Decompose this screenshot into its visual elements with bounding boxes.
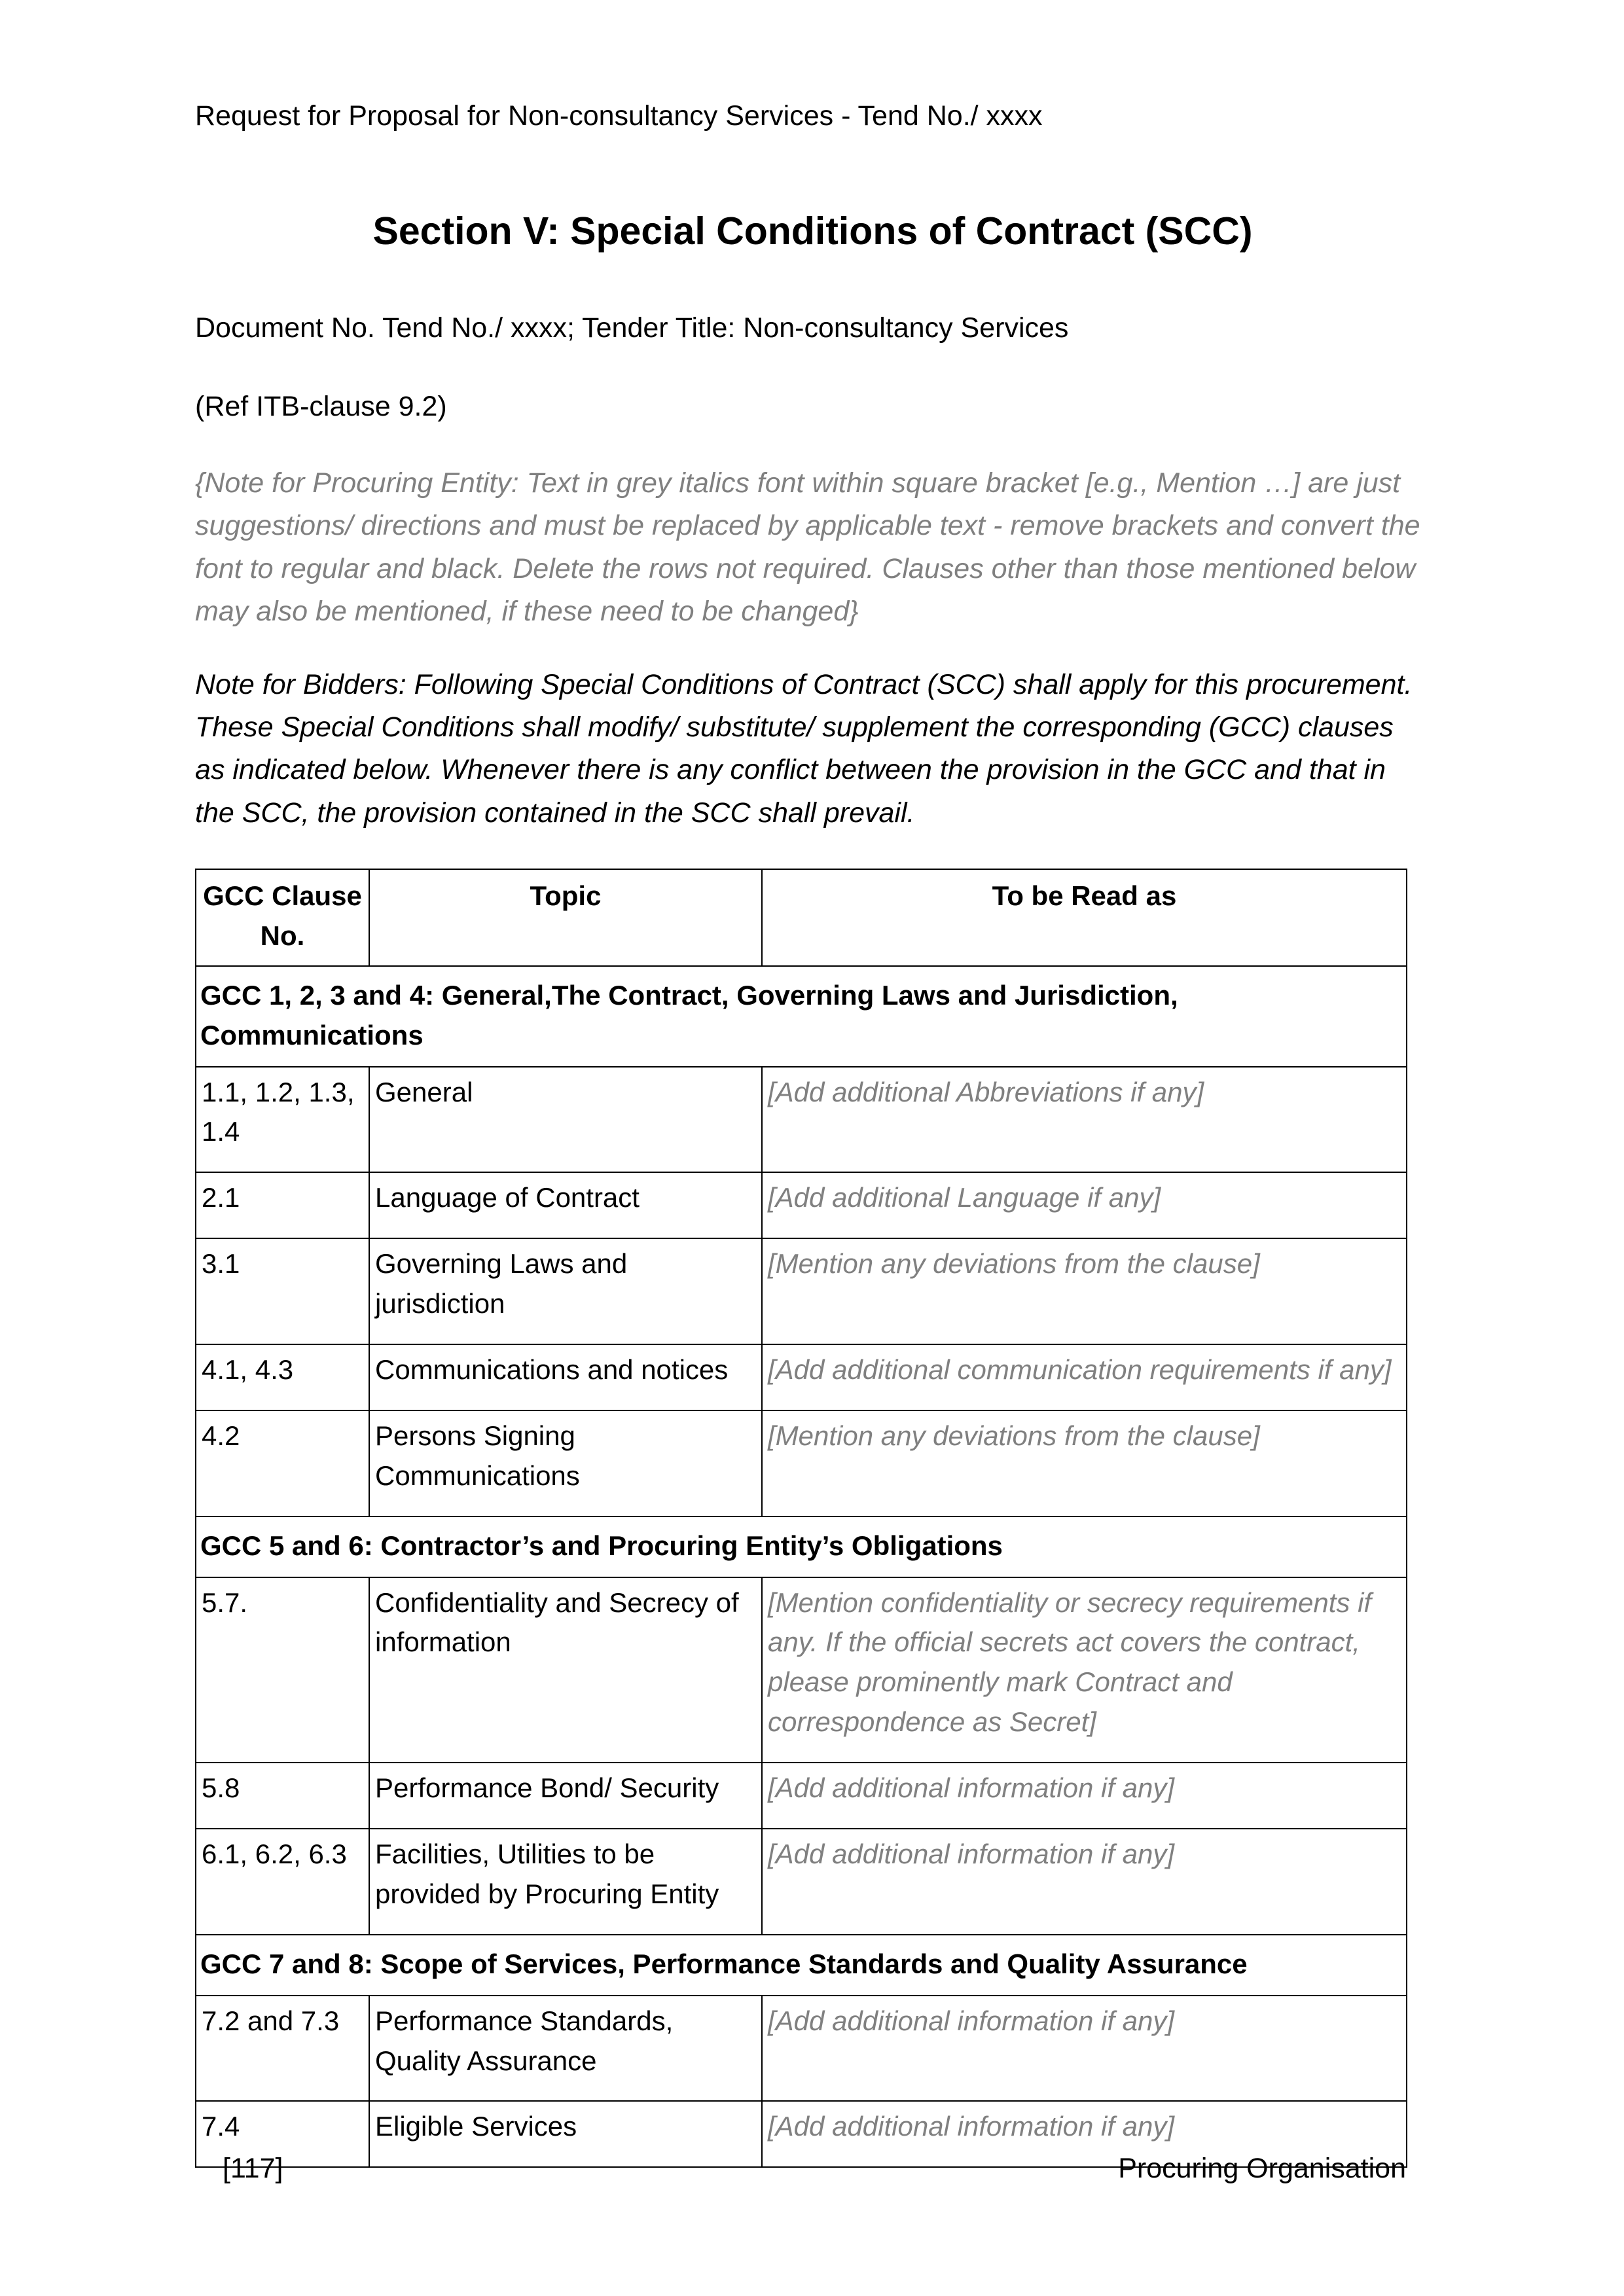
clause-cell: 3.1 bbox=[196, 1238, 369, 1344]
topic-cell: General bbox=[369, 1067, 762, 1173]
read-as-cell: [Add additional Abbreviations if any] bbox=[762, 1067, 1407, 1173]
page-footer bbox=[195, 2153, 1406, 2185]
topic-cell: Eligible Services bbox=[369, 2101, 762, 2167]
clause-cell: 5.8 bbox=[196, 1763, 369, 1829]
read-as-cell: [Add additional Language if any] bbox=[762, 1172, 1407, 1238]
clause-cell: 4.1, 4.3 bbox=[196, 1344, 369, 1410]
table-row bbox=[196, 1172, 1407, 1238]
clause-cell: 7.4 bbox=[196, 2101, 369, 2167]
topic-cell: Facilities, Utilities to be provided by Procuring Entity bbox=[369, 1829, 762, 1935]
topic-cell: Performance Standards, Quality Assurance bbox=[369, 1996, 762, 2102]
read-as-cell: [Add additional information if any] bbox=[762, 1829, 1407, 1935]
topic-cell: Communications and notices bbox=[369, 1344, 762, 1410]
col-header-to-be-read-as: To be Read as bbox=[762, 869, 1407, 966]
running-header: Request for Proposal for Non-consultancy Services - Tend No./ xxxx bbox=[195, 100, 1043, 132]
table-row bbox=[196, 1763, 1407, 1829]
read-as-cell: [Mention any deviations from the clause] bbox=[762, 1238, 1407, 1344]
read-as-cell: [Add additional information if any] bbox=[762, 2101, 1407, 2167]
table-row bbox=[196, 1238, 1407, 1344]
clause-cell: 4.2 bbox=[196, 1410, 369, 1516]
page-number: [117] bbox=[223, 2153, 283, 2184]
read-as-cell: [Add additional information if any] bbox=[762, 1763, 1407, 1829]
table-header-row bbox=[196, 869, 1407, 966]
topic-cell: Performance Bond/ Security bbox=[369, 1763, 762, 1829]
clause-cell: 1.1, 1.2, 1.3, 1.4 bbox=[196, 1067, 369, 1173]
clause-cell: 2.1 bbox=[196, 1172, 369, 1238]
read-as-cell: [Add additional information if any] bbox=[762, 1996, 1407, 2102]
page-title: Section V: Special Conditions of Contract (SCC) bbox=[372, 209, 1253, 253]
scc-table-body bbox=[196, 966, 1407, 2168]
clause-cell: 7.2 and 7.3 bbox=[196, 1996, 369, 2102]
section-header-cell: GCC 1, 2, 3 and 4: General,The Contract, Governing Laws and Jurisdiction, Communications bbox=[196, 966, 1407, 1067]
read-as-cell: [Mention confidentiality or secrecy requirements if any. If the official secrets act covers the contract, please prominently mark Contract and correspondence as Secret] bbox=[762, 1577, 1407, 1763]
section-header-row bbox=[196, 966, 1407, 1067]
col-header-topic: Topic bbox=[369, 869, 762, 966]
note-for-bidders: Note for Bidders: Following Special Conditions of Contract (SCC) shall apply for this procurement. These Special Conditions shall modify/ substitute/ supplement the corresponding (GCC) clauses as indicated below. Whenever there is any conflict between the provision in the GCC and that in the SCC, the provision contained in the SCC shall prevail. bbox=[195, 668, 1413, 829]
table-row bbox=[196, 1344, 1407, 1410]
table-row bbox=[196, 1410, 1407, 1516]
scc-table bbox=[195, 869, 1407, 2168]
footer-organisation: Procuring Organisation bbox=[1118, 2153, 1406, 2184]
read-as-cell: [Mention any deviations from the clause] bbox=[762, 1410, 1407, 1516]
note-for-procuring-entity: {Note for Procuring Entity: Text in grey italics font within square bracket [e.g., Mention …] are just suggestions/ directions and must be replaced by applicable text - remove brackets and convert the font to regular and black. Delete the rows not required. Clauses other than those mentioned below may also be mentioned, if these need to be changed} bbox=[195, 467, 1420, 628]
table-row bbox=[196, 1829, 1407, 1935]
col-header-gcc-clause-no: GCC Clause No. bbox=[196, 869, 369, 966]
table-row bbox=[196, 1067, 1407, 1173]
section-header-row bbox=[196, 1516, 1407, 1577]
topic-cell: Confidentiality and Secrecy of information bbox=[369, 1577, 762, 1763]
document-number-line: Document No. Tend No./ xxxx; Tender Title: Non-consultancy Services bbox=[195, 312, 1069, 344]
clause-cell: 6.1, 6.2, 6.3 bbox=[196, 1829, 369, 1935]
section-header-cell: GCC 7 and 8: Scope of Services, Performance Standards and Quality Assurance bbox=[196, 1935, 1407, 1996]
table-row bbox=[196, 1577, 1407, 1763]
topic-cell: Governing Laws and jurisdiction bbox=[369, 1238, 762, 1344]
section-header-row bbox=[196, 1935, 1407, 1996]
section-header-cell: GCC 5 and 6: Contractor’s and Procuring Entity’s Obligations bbox=[196, 1516, 1407, 1577]
topic-cell: Language of Contract bbox=[369, 1172, 762, 1238]
topic-cell: Persons Signing Communications bbox=[369, 1410, 762, 1516]
read-as-cell: [Add additional communication requirements if any] bbox=[762, 1344, 1407, 1410]
clause-cell: 5.7. bbox=[196, 1577, 369, 1763]
table-row bbox=[196, 1996, 1407, 2102]
ref-clause-line: (Ref ITB-clause 9.2) bbox=[195, 390, 447, 422]
